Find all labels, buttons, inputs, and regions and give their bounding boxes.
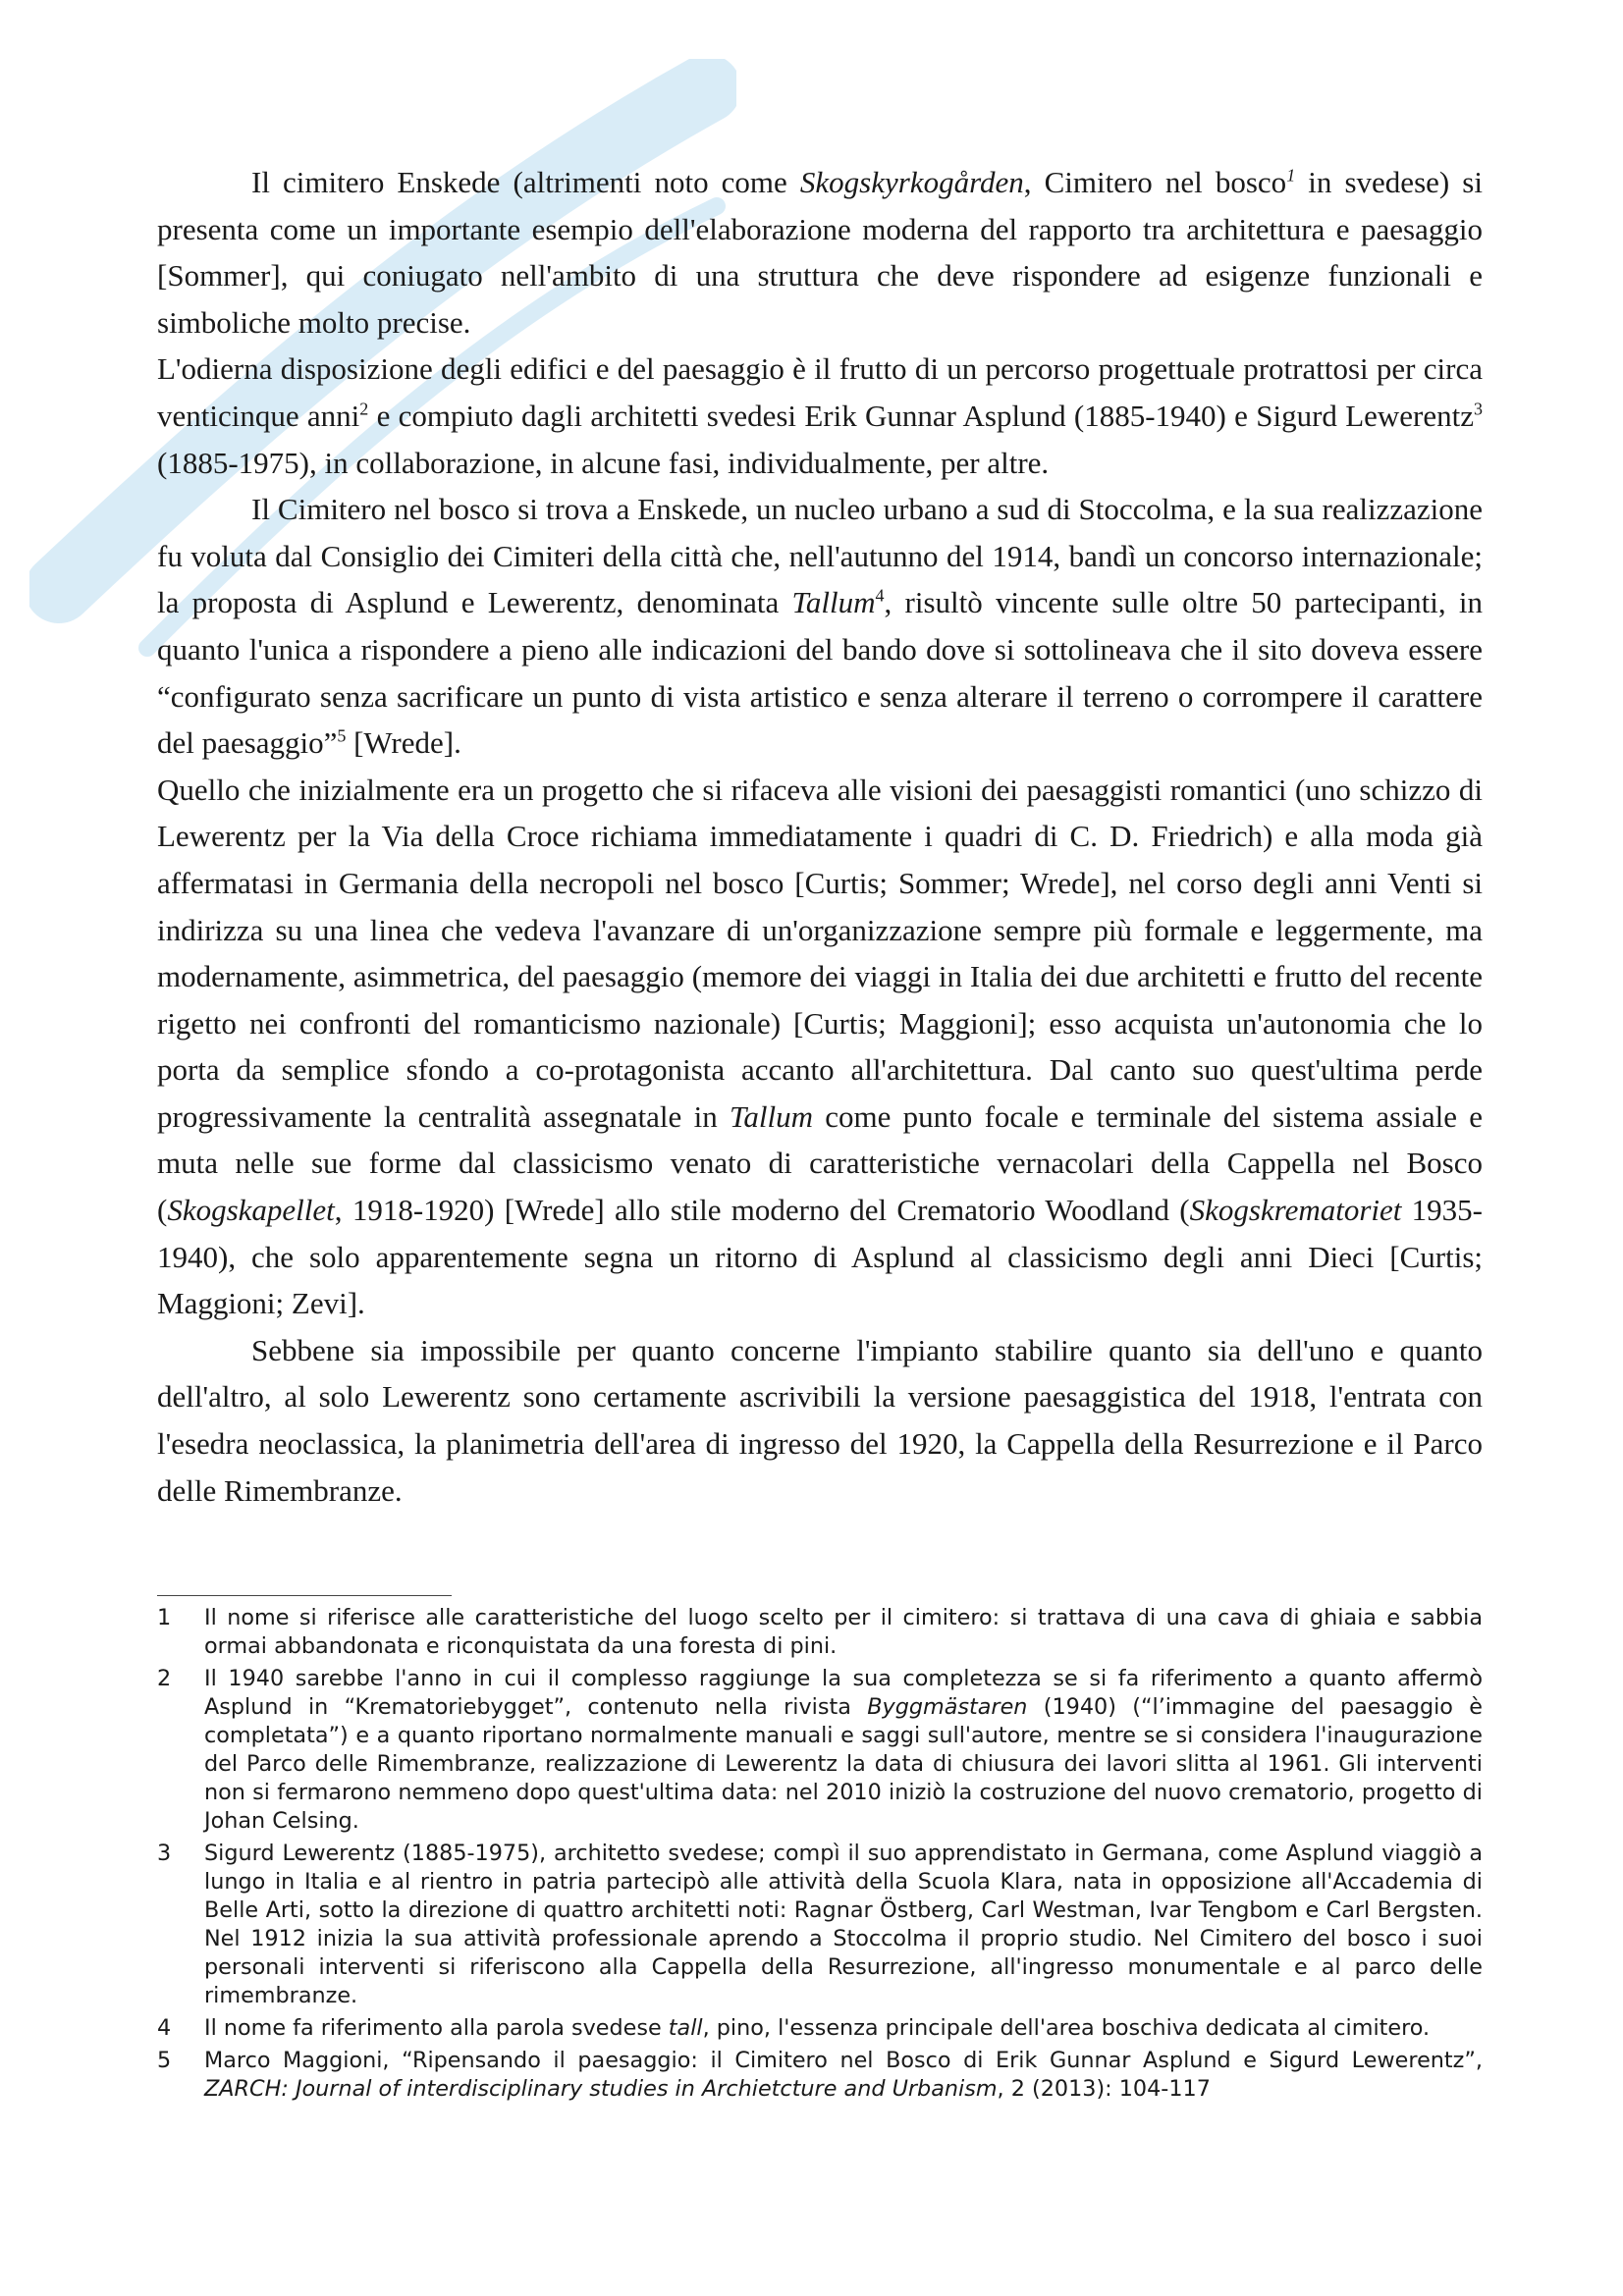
footnote-ref: 1 bbox=[1286, 165, 1296, 186]
footnote bbox=[157, 2014, 1483, 2043]
text-run: Sebbene sia impossibile per quanto concerne l'impianto stabilire quanto sia dell'uno e quanto dell'altro, al solo Lewerentz sono certamente ascrivibili la versione paesaggistica del 1918, l'entrata con l'esedra neoclassica, la planimetria dell'area di ingresso del 1920, la Cappella della Resurrezione e il Parco delle Rimembranze. bbox=[157, 1332, 1483, 1508]
text-run: Marco Maggioni, “Ripensando il paesaggio: il Cimitero nel Bosco di Erik Gunnar Asplund e Sigurd Lewerentz”, bbox=[204, 2048, 1483, 2073]
footnote-number: 3 bbox=[157, 1841, 172, 1866]
footnote bbox=[157, 2047, 1483, 2104]
paragraph bbox=[157, 1327, 1483, 1514]
italic-text: Byggmästaren bbox=[867, 1694, 1028, 1720]
text-run: Il 1940 sarebbe l'anno in cui il complesso raggiunge la sua completezza se si fa riferimento a quanto affermò Asplund in “Krematoriebygget”, contenuto nella rivista bbox=[204, 1666, 1483, 1720]
body-text bbox=[157, 159, 1483, 1514]
text-run: Quello che inizialmente era un progetto che si rifaceva alle visioni dei paesaggisti romantici (uno schizzo di Lewerentz per la Via della Croce richiama immediatamente i quadri di C. D. Friedrich) e alla moda già affermatasi in Germania della necropoli nel bosco [Curtis; Sommer; Wrede], nel corso degli anni Venti si indirizza su una linea che vedeva l'avanzare di un'organizzazione sempre più formale e leggermente, ma modernamente, asimmetrica, del paesaggio (memore dei viaggi in Italia dei due architetti e frutto del recente rigetto nei confronti del romanticismo nazionale) [Curtis; Maggioni]; esso acquista un'autonomia che lo porta da semplice sfondo a co-protagonista accanto all'architettura. Dal canto suo quest'ultima perde progressivamente la centralità assegnatale in bbox=[157, 772, 1483, 1134]
footnote-number: 1 bbox=[157, 1605, 172, 1630]
footnote-text bbox=[204, 2047, 1483, 2104]
text-run: , pino, l'essenza principale dell'area boschiva dedicata al cimitero. bbox=[702, 2015, 1431, 2041]
text-run: Il nome fa riferimento alla parola svedese bbox=[204, 2015, 669, 2041]
text-run: L'odierna disposizione degli edifici e del paesaggio è il frutto di un percorso progettuale protrattosi per circa venticinque anni bbox=[157, 351, 1483, 433]
text-run: , 1918-1920) [Wrede] allo stile moderno del Crematorio Woodland ( bbox=[334, 1193, 1190, 1228]
text-run: , 2 (2013): 104-117 bbox=[997, 2076, 1211, 2102]
text-run: come punto focale e terminale del sistema assiale e muta nelle sue forme dal classicismo venato di caratteristiche vernacolari della Cappella nel Bosco ( bbox=[157, 1098, 1483, 1228]
paragraph bbox=[157, 767, 1483, 1327]
footnote-number: 4 bbox=[157, 2015, 172, 2041]
italic-text: Tallum bbox=[729, 1098, 813, 1134]
text-run: 1935-1940), che solo apparentemente segna un ritorno di Asplund al classicismo degli anni Dieci [Curtis; Maggioni; Zevi]. bbox=[157, 1193, 1483, 1321]
italic-text: tall bbox=[668, 2015, 703, 2041]
footnote-ref: 4 bbox=[875, 586, 885, 607]
text-run: , risultò vincente sulle oltre 50 partecipanti, in quanto l'unica a rispondere a pieno alle indicazioni del bando dove si sottolineava che il sito doveva essere “configurato senza sacrificare un punto di vista artistico e senza alterare il terreno o corrompere il carattere del paesaggio” bbox=[157, 585, 1483, 761]
text-run: Il nome si riferisce alle caratteristiche del luogo scelto per il cimitero: si trattava di una cava di ghiaia e sabbia ormai abbandonata e riconquistata da una foresta di pini. bbox=[204, 1605, 1483, 1659]
footnote bbox=[157, 1665, 1483, 1836]
footnote-text bbox=[204, 1604, 1483, 1661]
footnote-text bbox=[204, 2014, 1483, 2043]
text-run: Il cimitero Enskede (altrimenti noto come bbox=[251, 165, 800, 199]
footnote-number: 5 bbox=[157, 2048, 172, 2073]
footnote bbox=[157, 1840, 1483, 2010]
footnote-text bbox=[204, 1840, 1483, 2010]
text-run: (1940) (“l’immagine del paesaggio è completata”) e a quanto riportano normalmente manuali e saggi sull'autore, mentre se si considera l'inaugurazione del Parco delle Rimembranze, realizzazione di Lewerentz la data di chiusura dei lavori slitta al 1961. Gli interventi non si fermarono nemmeno dopo quest'ultima data: nel 2010 iniziò la costruzione del nuovo crematorio, progetto di Johan Celsing. bbox=[204, 1694, 1483, 1834]
footnote-separator bbox=[157, 1595, 452, 1596]
footnote-ref: 5 bbox=[337, 725, 347, 746]
text-run: (1885-1975), in collaborazione, in alcune fasi, individualmente, per altre. bbox=[157, 445, 1050, 480]
paragraph bbox=[157, 346, 1483, 486]
italic-text: Skogskrematoriet bbox=[1189, 1193, 1402, 1228]
italic-text: Tallum bbox=[791, 585, 876, 620]
text-run: , Cimitero nel bosco bbox=[1023, 165, 1287, 199]
footnotes bbox=[157, 1604, 1483, 2108]
italic-text: Skogskapellet bbox=[167, 1193, 335, 1228]
footnote-ref: 3 bbox=[1474, 399, 1483, 419]
text-run: in svedese) si presenta come un importante esempio dell'elaborazione moderna del rapporto tra architettura e paesaggio [Sommer], qui coniugato nell'ambito di una struttura che deve rispondere ad esigenze funzionali e simboliche molto precise. bbox=[157, 165, 1483, 340]
text-run: Il Cimitero nel bosco si trova a Enskede, un nucleo urbano a sud di Stoccolma, e la sua realizzazione fu voluta dal Consiglio dei Cimiteri della città che, nell'autunno del 1914, bandì un concorso internazionale; la proposta di Asplund e Lewerentz, denominata bbox=[157, 492, 1483, 620]
text-run: e compiuto dagli architetti svedesi Erik Gunnar Asplund (1885-1940) e Sigurd Lewerentz bbox=[368, 398, 1474, 433]
footnote bbox=[157, 1604, 1483, 1661]
text-run: [Wrede]. bbox=[346, 725, 461, 761]
footnote-ref: 2 bbox=[359, 399, 369, 419]
paragraph bbox=[157, 159, 1483, 346]
footnote-number: 2 bbox=[157, 1666, 172, 1691]
text-run: Sigurd Lewerentz (1885-1975), architetto svedese; compì il suo apprendistato in Germana, come Asplund viaggiò a lungo in Italia e al rientro in patria partecipò alle attività della Scuola Klara, nata in opposizione all'Accademia di Belle Arti, sotto la direzione di quattro architetti noti: Ragnar Östberg, Carl Westman, Ivar Tengbom e Carl Bergsten. Nel 1912 inizia la sua attività professionale aprendo a Stoccolma il proprio studio. Nel Cimitero del bosco i suoi personali interventi si riferiscono alla Cappella della Resurrezione, all'ingresso monumentale e al parco delle rimembranze. bbox=[204, 1841, 1483, 2008]
italic-text: Skogskyrkogården bbox=[799, 165, 1024, 199]
footnote-text bbox=[204, 1665, 1483, 1836]
paragraph bbox=[157, 486, 1483, 767]
italic-text: ZARCH: Journal of interdisciplinary studies in Archietcture and Urbanism bbox=[204, 2076, 998, 2102]
